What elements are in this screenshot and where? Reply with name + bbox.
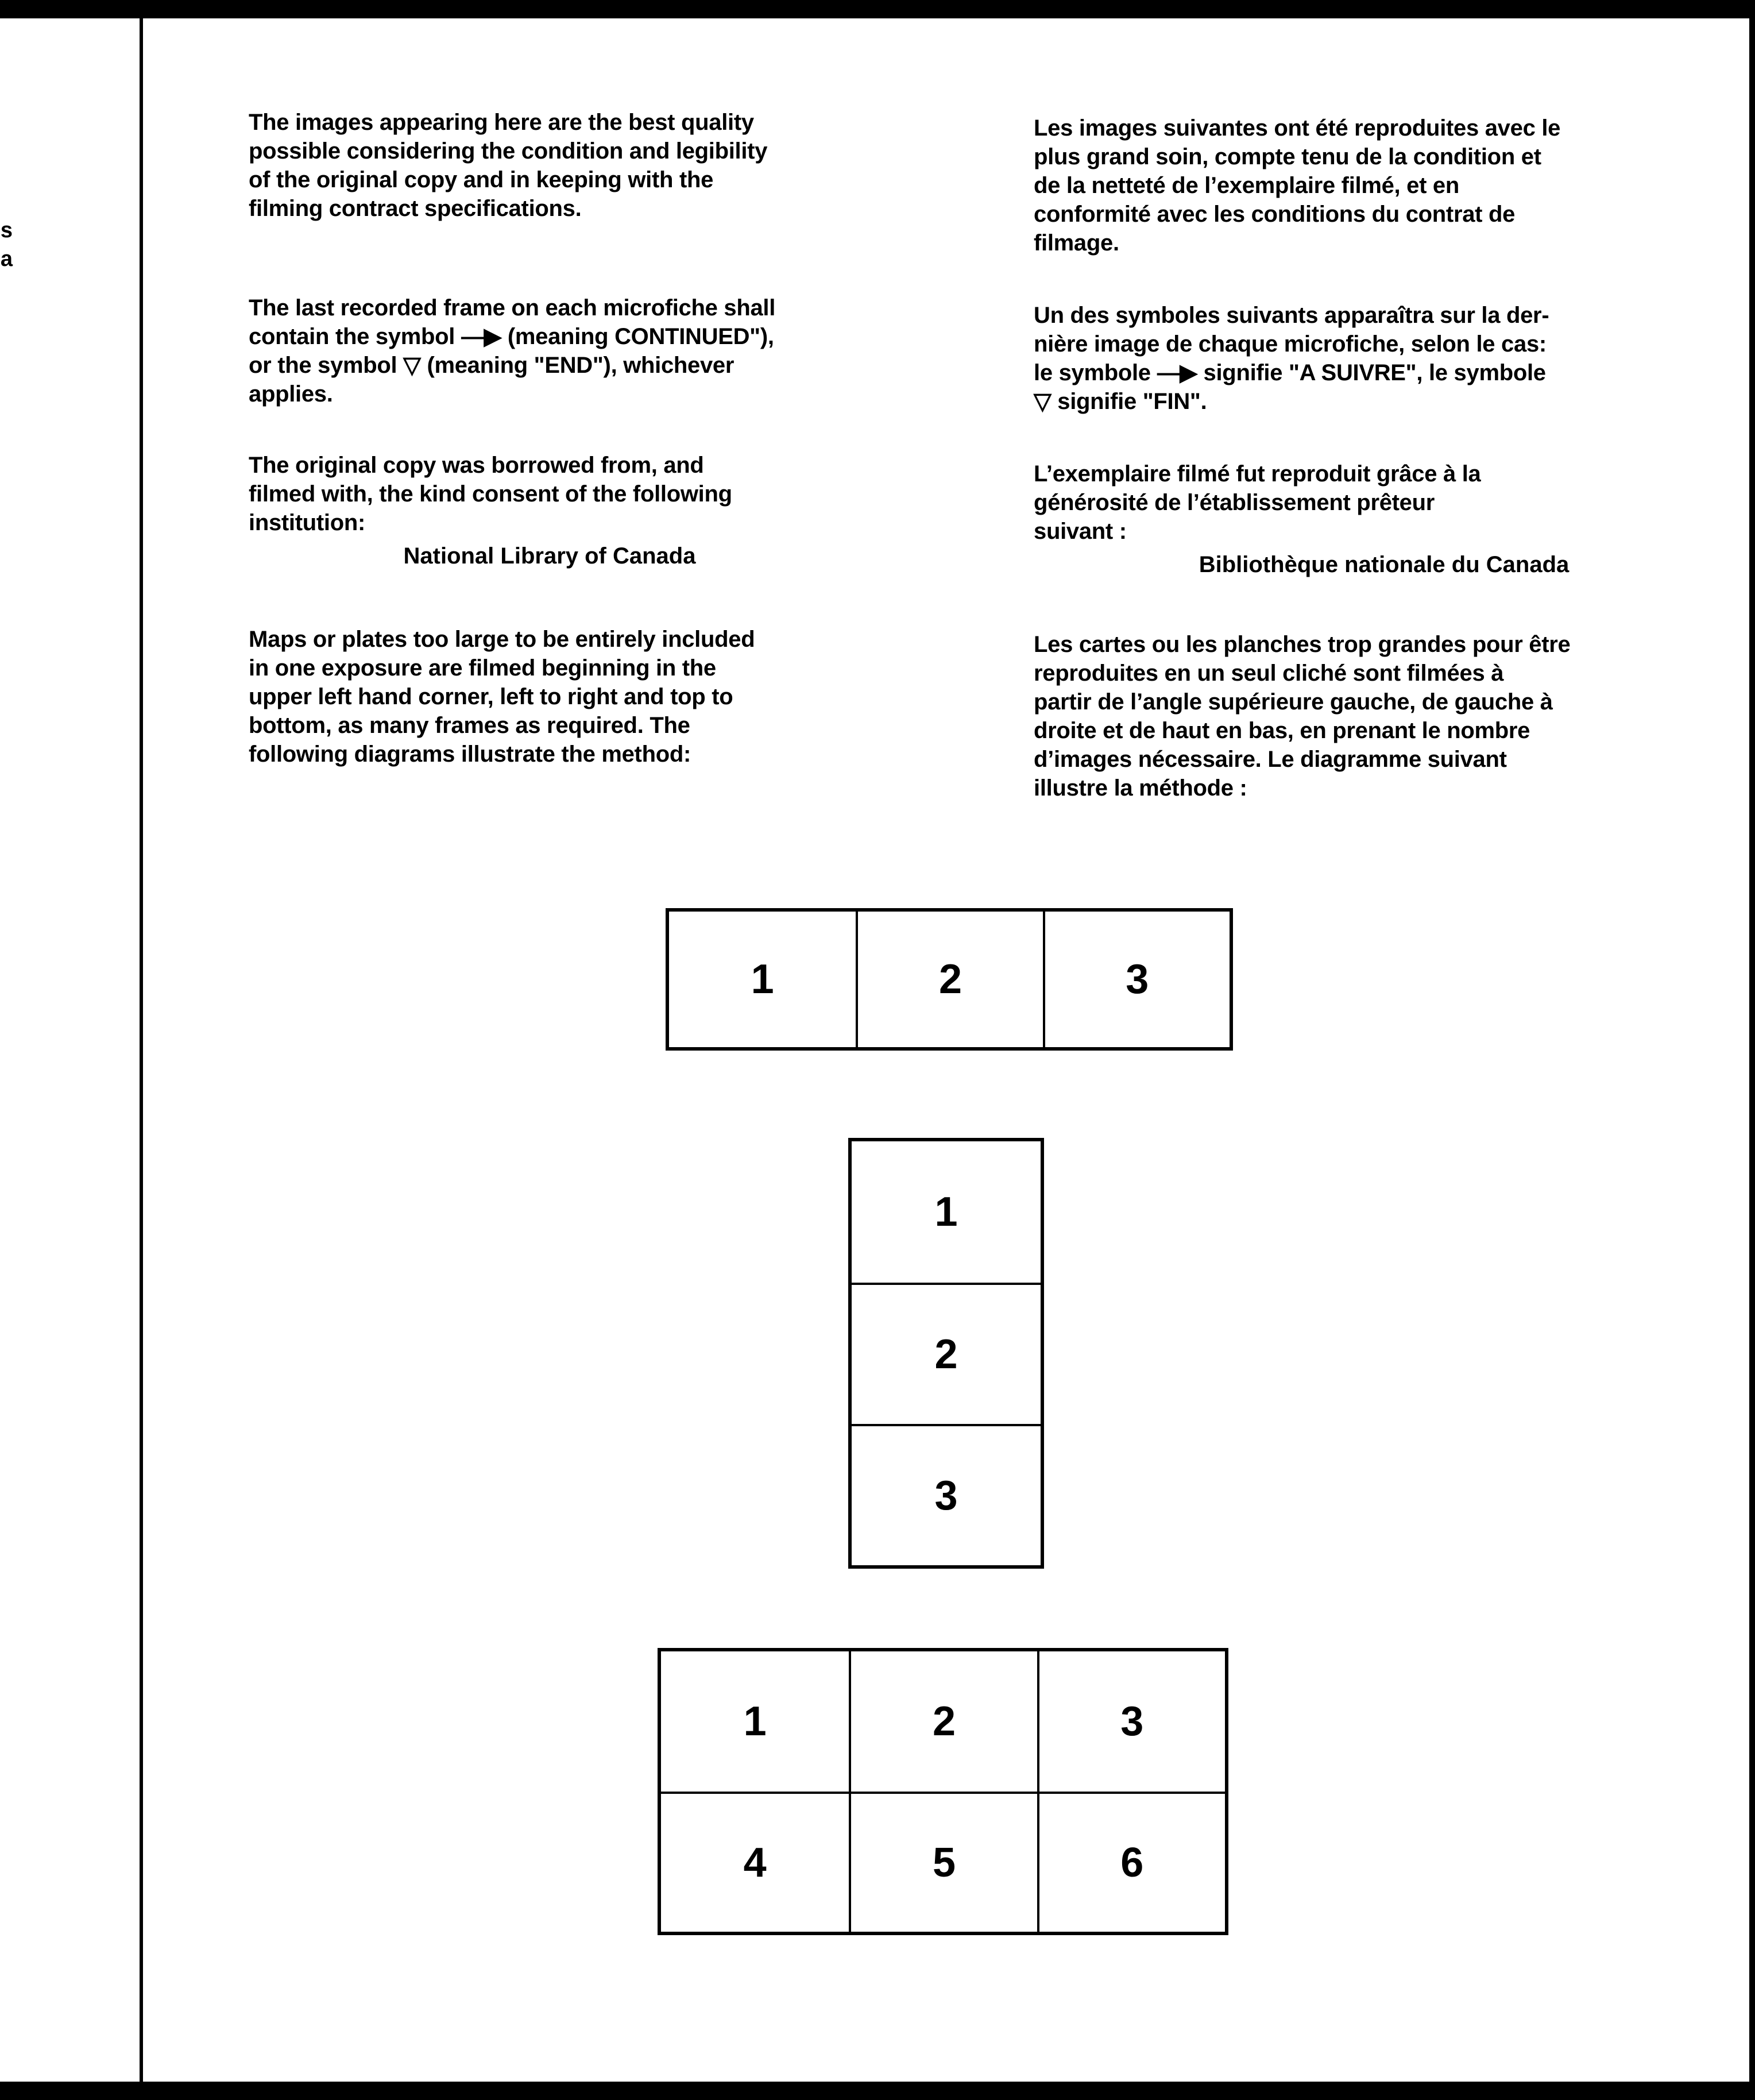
french-institution-name: Bibliothèque nationale du Canada xyxy=(1199,552,1570,577)
frame-cell: 2 xyxy=(852,1283,1041,1424)
french-paragraph-source: L’exemplaire filmé fut reproduit grâce à la générosité de l’établissement prêteur suivant : xyxy=(1034,461,1481,544)
margin-letter: a xyxy=(0,247,13,271)
frame-cell: 1 xyxy=(743,1698,767,1744)
bottom-border-bar xyxy=(0,2082,1755,2100)
english-paragraph-symbols: The last recorded frame on each microfiche shall contain the symbol —▶ (meaning CONTINUED"), or the symbol ▽ (meaning "END"), whichever applies. xyxy=(249,295,776,407)
vertical-divider-line xyxy=(140,18,143,2082)
frame-cell: 1 xyxy=(934,1189,958,1235)
french-paragraph-quality: Les images suivantes ont été reproduites avec le plus grand soin, compte tenu de la condition et de la netteté de l’exemplaire filmé, et en conformité avec les conditions du contrat de filmage. xyxy=(1034,115,1561,256)
french-paragraph-method: Les cartes ou les planches trop grandes pour être reproduites en un seul cliché sont filmées à partir de l’angle supérieure gauche, de gauche à droite et de haut en bas, en prenant le nombre d’images nécessaire. Le diagramme suivant illustre la méthode : xyxy=(1034,632,1571,801)
frame-cell: 6 xyxy=(1037,1792,1225,1932)
right-border-bar xyxy=(1749,0,1755,2100)
frame-cell: 5 xyxy=(849,1792,1037,1932)
diagram-six-frame-grid xyxy=(658,1648,1228,1935)
english-paragraph-method: Maps or plates too large to be entirely included in one exposure are filmed beginning in the upper left hand corner, left to right and top to bottom, as many frames as required. The following diagrams illustrate the method: xyxy=(249,627,755,767)
frame-cell: 3 xyxy=(852,1424,1041,1565)
english-paragraph-source: The original copy was borrowed from, and filmed with, the kind consent of the following institution: xyxy=(249,453,732,535)
margin-letter: s xyxy=(0,218,13,242)
frame-cell: 3 xyxy=(1043,912,1230,1047)
english-paragraph-quality: The images appearing here are the best quality possible considering the condition and legibility of the original copy and in keeping with the filming contract specifications. xyxy=(249,110,768,221)
frame-cell: 2 xyxy=(849,1651,1037,1792)
frame-cell: 3 xyxy=(1037,1651,1225,1792)
frame-cell: 4 xyxy=(661,1792,849,1932)
diagram-horizontal-strip xyxy=(666,908,1233,1051)
frame-cell: 2 xyxy=(856,912,1042,1047)
frame-cell: 1 xyxy=(751,956,774,1002)
english-institution-name: National Library of Canada xyxy=(403,543,696,569)
top-border-bar xyxy=(0,0,1755,18)
diagram-vertical-strip xyxy=(848,1138,1044,1569)
french-paragraph-symbols: Un des symboles suivants apparaîtra sur la der- nière image de chaque microfiche, selon le cas: le symbole —▶ signifie "A SUIVRE", le symbole ▽ signifie "FIN". xyxy=(1034,303,1549,414)
